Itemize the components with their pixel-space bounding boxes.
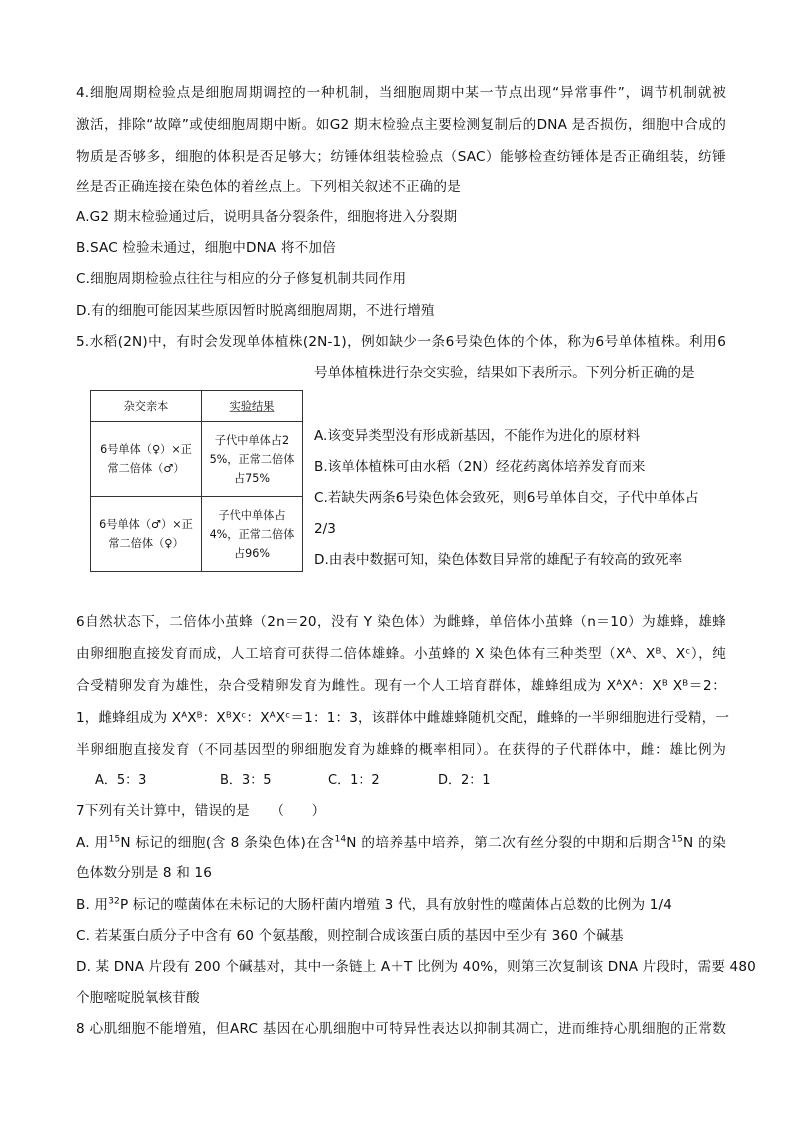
q4-stem-line-4: 丝是否正确连接在染色体的着丝点上。下列相关叙述不正确的是 <box>76 179 461 195</box>
q5-option-c: C.若缺失两条6号染色体会致死，则6号单体自交，子代中单体占 <box>314 490 699 506</box>
table-row <box>91 422 303 497</box>
q6-option-c: C．1：2 <box>328 773 380 788</box>
q5-stem-line-2: 号单体植株进行杂交实验，结果如下表所示。下列分析正确的是 <box>314 365 695 381</box>
q8-stem-line-1: 8 心肌细胞不能增殖，但ARC 基因在心肌细胞中可特异性表达以抑制其凋亡，进而维持心肌细胞的正常数 <box>76 1021 726 1037</box>
table-header-parents: 杂交亲本 <box>91 391 202 422</box>
q6-stem-line-4: 1，雌蜂组成为 XᴬXᴮ：XᴮXᶜ：XᴬXᶜ＝1：1：3，该群体中雌雄蜂随机交配，雌蜂的一半卵细胞进行受精，一 <box>76 710 730 726</box>
q6-option-a: A．5：3 <box>95 773 147 788</box>
q6-option-b: B．3：5 <box>220 773 272 788</box>
q4-option-b: B.SAC 检验未通过，细胞中DNA 将不加倍 <box>76 240 336 256</box>
q7-option-a: A. 用$^{15}$N 标记的细胞(含 8 条染色体)在含$^{14}$N 的培养基中培养，第二次有丝分裂的中期和后期含$^{15}$N 的染 <box>76 834 726 851</box>
q7-option-c: C. 若某蛋白质分子中含有 60 个氨基酸，则控制合成该蛋白质的基因中至少有 360 个碱基 <box>76 928 624 944</box>
table-cell-parents: 6号单体（♀）×正 常二倍体（♂） <box>91 422 202 497</box>
table-cell-result: 子代中单体占 4%，正常二倍体 占96% <box>202 497 303 572</box>
q7-option-d: D. 某 DNA 片段有 200 个碱基对，其中一条链上 A＋T 比例为 40%，则第三次复制该 DNA 片段时，需要 480 <box>76 959 756 975</box>
q7-option-d-cont: 个胞嘧啶脱氧核苷酸 <box>76 990 200 1006</box>
q4-option-c: C.细胞周期检验点往往与相应的分子修复机制共同作用 <box>76 271 407 287</box>
q7-stem: 7下列有关计算中，错误的是 （ ） <box>76 803 326 819</box>
q7-option-b: B. 用$^{32}$P 标记的噬菌体在未标记的大肠杆菌内增殖 3 代，具有放射性的噬菌体占总数的比例为 1/4 <box>76 896 673 913</box>
q5-option-b: B.该单体植株可由水稻（2N）经花药离体培养发育而来 <box>314 459 646 475</box>
table-cell-result: 子代中单体占2 5%，正常二倍体 占75% <box>202 422 303 497</box>
q4-stem-line-3: 物质是否够多，细胞的体积是否足够大；纺锤体组装检验点（SAC）能够检查纺锤体是否正确组装，纺锤 <box>76 149 726 165</box>
q7-option-a-cont: 色体数分别是 8 和 16 <box>76 865 213 881</box>
q6-stem-line-2: 由卵细胞直接发育而成，人工培育可获得二倍体雄蜂。小茧蜂的 X 染色体有三种类型（Xᴬ、Xᴮ、Xᶜ），纯 <box>76 646 726 662</box>
q4-option-a: A.G2 期末检验通过后，说明具备分裂条件，细胞将进入分裂期 <box>76 209 458 225</box>
q5-option-d: D.由表中数据可知，染色体数目异常的雄配子有较高的致死率 <box>314 552 683 568</box>
q5-option-a: A.该变异类型没有形成新基因，不能作为进化的原材料 <box>314 428 641 444</box>
q6-option-d: D．2：1 <box>438 773 491 788</box>
q6-stem-line-3: 合受精卵发育为雄性，杂合受精卵发育为雌性。现有一个人工培育群体，雄蜂组成为 XᴬXᴬ：Xᴮ Xᴮ＝2： <box>76 678 726 694</box>
q6-stem-line-5: 半卵细胞直接发育（不同基因型的卵细胞发育为雄蜂的概率相同）。在获得的子代群体中，雌：雄比例为 <box>76 742 726 758</box>
q4-option-d: D.有的细胞可能因某些原因暂时脱离细胞周期，不进行增殖 <box>76 303 435 319</box>
table-header-row <box>91 391 303 422</box>
q5-option-c-cont: 2/3 <box>314 521 336 537</box>
table-row <box>91 497 303 572</box>
table-header-results: 实验结果 <box>202 391 303 422</box>
cross-result-table <box>90 390 303 572</box>
q6-stem-line-1: 6自然状态下，二倍体小茧蜂（2n＝20，没有 Y 染色体）为雌蜂，单倍体小茧蜂（n＝10）为雄蜂，雄蜂 <box>76 614 726 630</box>
q5-stem-line-1: 5.水稻(2N)中，有时会发现单体植株(2N-1)，例如缺少一条6号染色体的个体，称为6号单体植株。利用6 <box>76 334 726 350</box>
q4-stem-line-2: 激活，排除“故障”或使细胞周期中断。如G2 期末检验点主要检测复制后的DNA 是否损伤，细胞中合成的 <box>76 117 726 133</box>
q4-stem-line-1: 4.细胞周期检验点是细胞周期调控的一种机制，当细胞周期中某一节点出现“异常事件”，调节机制就被 <box>76 85 726 101</box>
table-cell-parents: 6号单体（♂）×正 常二倍体（♀） <box>91 497 202 572</box>
